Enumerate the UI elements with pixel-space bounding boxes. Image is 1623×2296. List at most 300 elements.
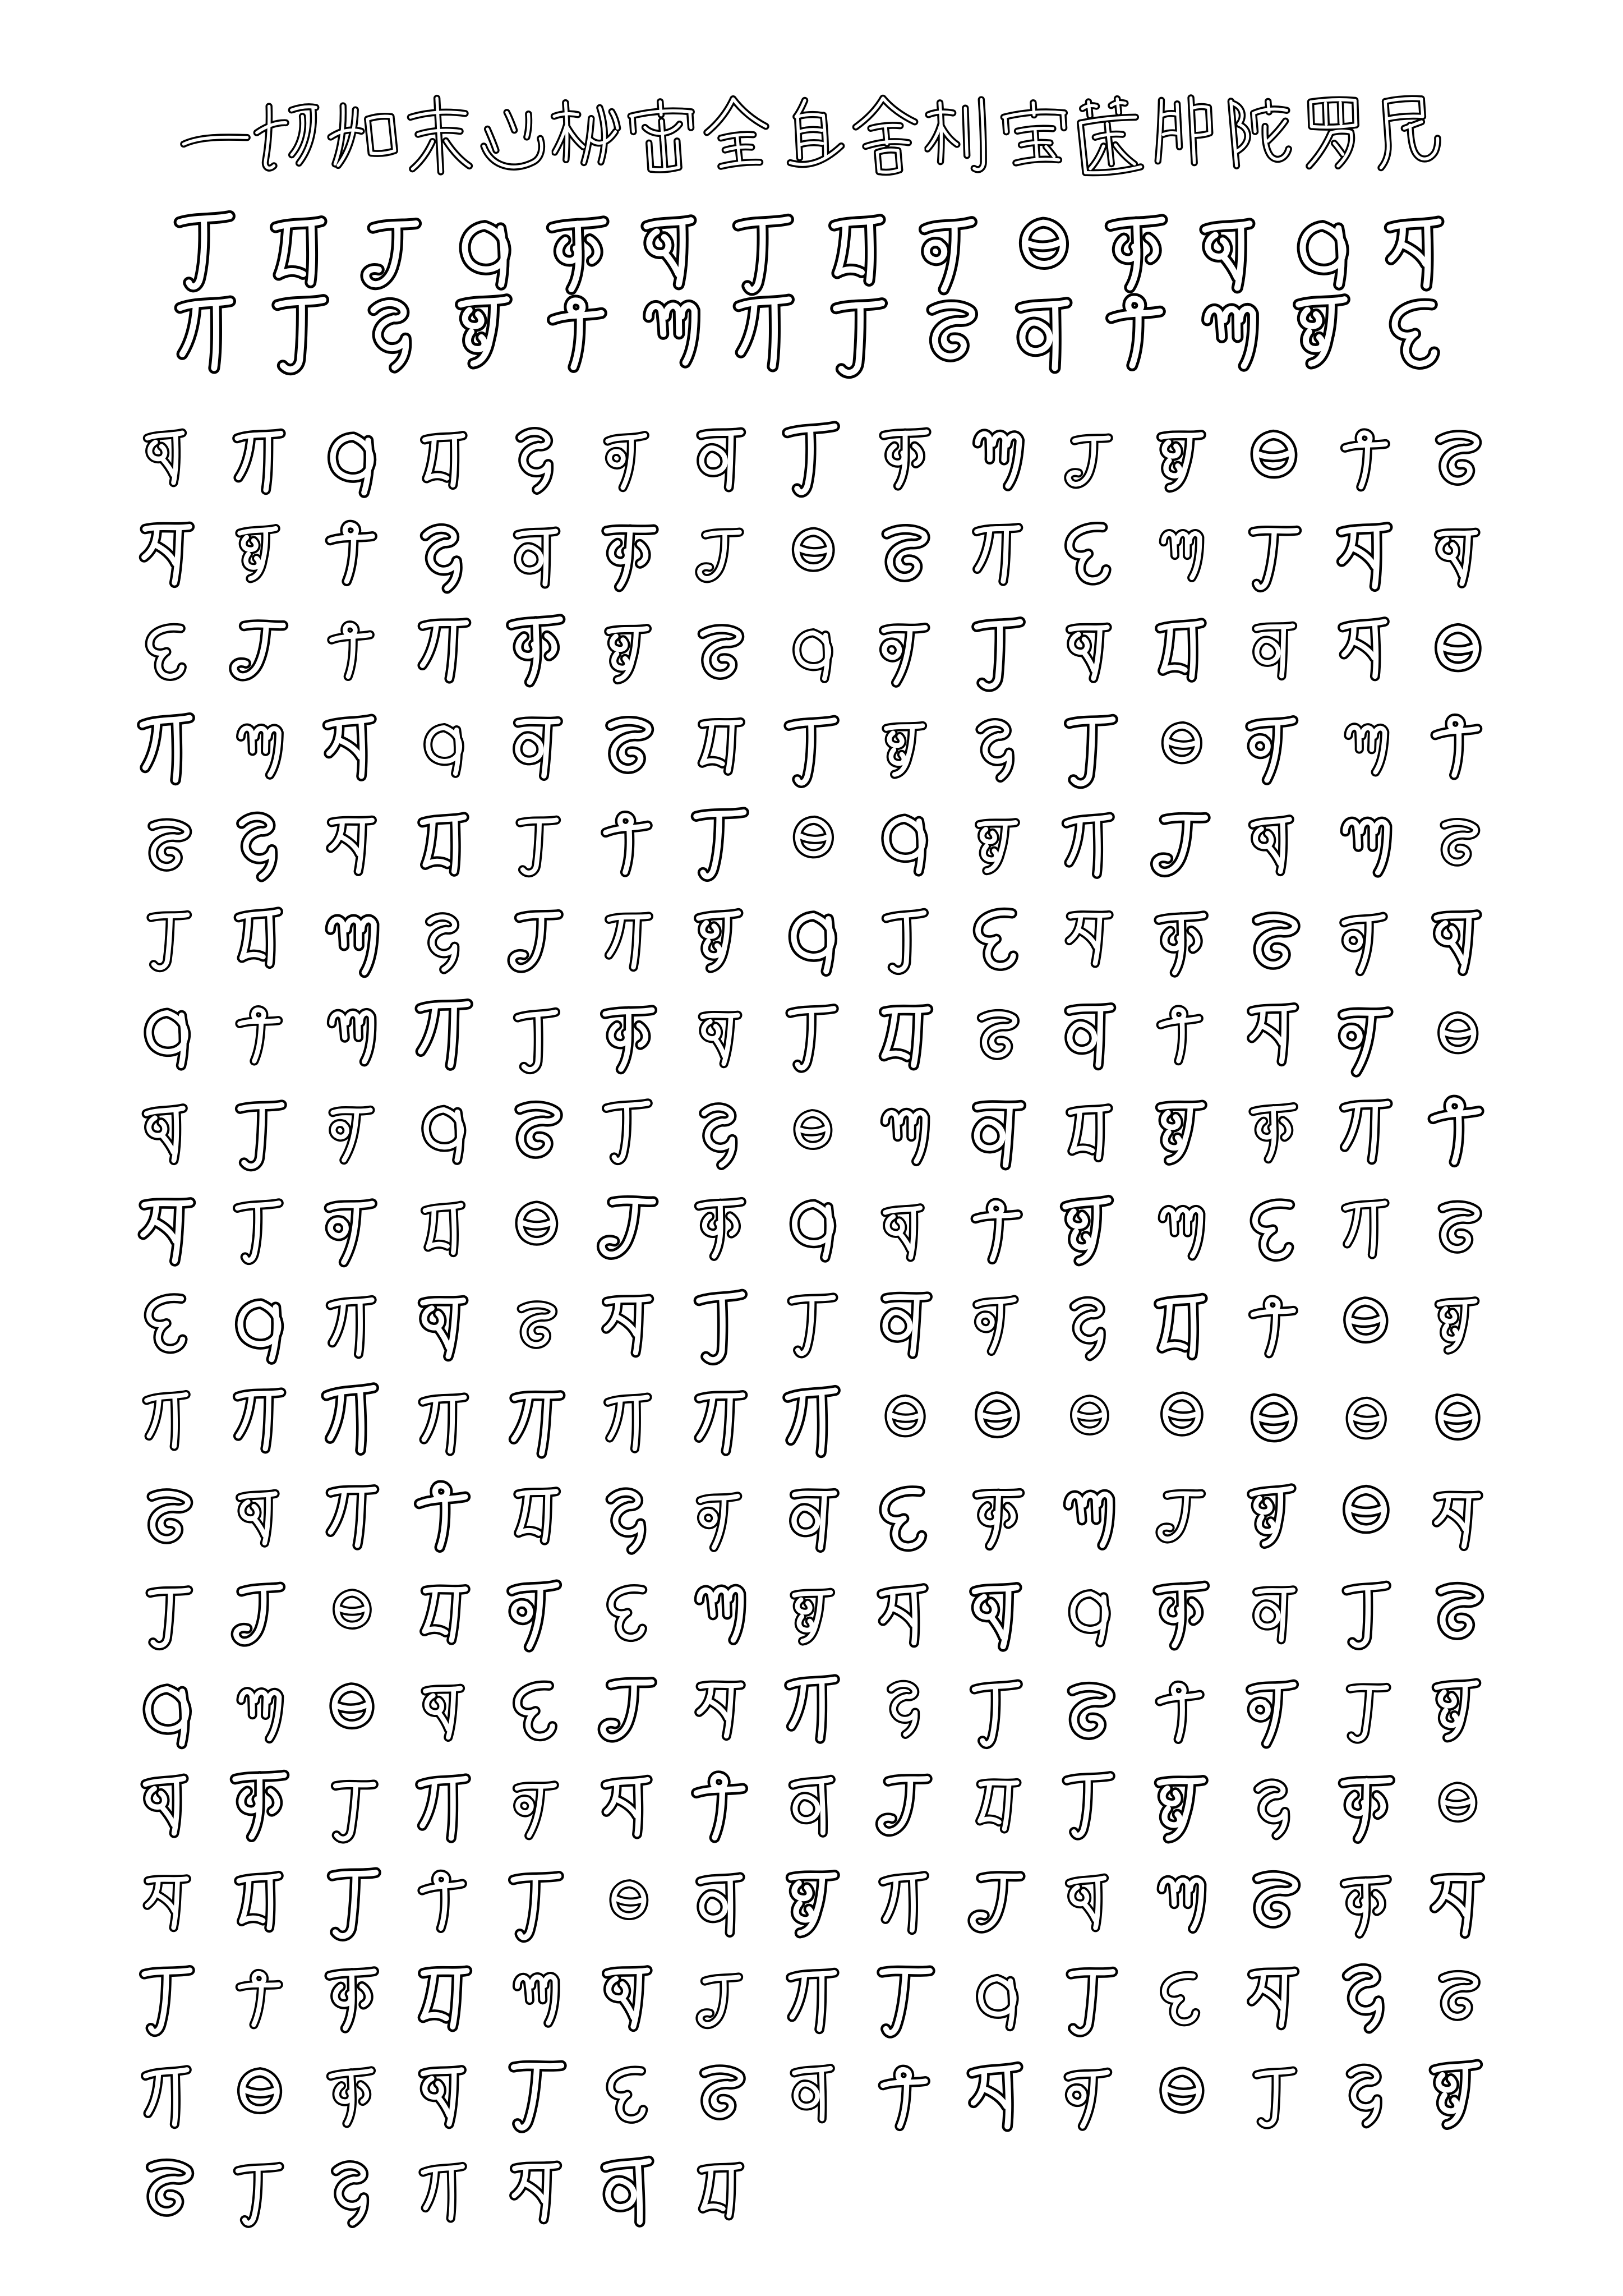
siddham-glyph (1224, 1184, 1324, 1276)
siddham-glyph (1131, 1280, 1233, 1374)
glyph-svg (1425, 898, 1492, 984)
siddham-row (122, 700, 1505, 797)
glyph-svg (137, 1283, 199, 1364)
siddham-glyph (302, 702, 402, 794)
glyph-svg (778, 895, 848, 985)
glyph-svg (500, 2049, 573, 2141)
glyph-svg (139, 901, 197, 976)
siddham-glyph (863, 1193, 948, 1271)
glyph-svg (874, 899, 937, 979)
glyph-svg (320, 1475, 385, 1558)
siddham-glyph (1412, 1668, 1505, 1752)
siddham-glyph (578, 700, 679, 793)
glyph-svg (1337, 709, 1396, 785)
siddham-seed-glyph (1370, 292, 1464, 376)
glyph-svg (1334, 2054, 1399, 2137)
glyph-svg (133, 1474, 202, 1562)
siddham-glyph (1043, 1762, 1136, 1847)
glyph-svg (1239, 415, 1310, 506)
glyph-svg (322, 1094, 382, 1171)
siddham-glyph (209, 800, 310, 892)
glyph-svg (505, 999, 568, 1079)
siddham-glyph (949, 1858, 1046, 1947)
siddham-glyph (772, 615, 855, 691)
seed-glyph-svg (1101, 284, 1174, 380)
siddham-seed-glyph (997, 293, 1092, 377)
glyph-svg (687, 799, 755, 887)
siddham-glyph (491, 997, 582, 1082)
siddham-glyph (122, 1282, 214, 1365)
siddham-glyph (1230, 1286, 1318, 1367)
siddham-glyph (582, 1283, 675, 1368)
siddham-glyph (119, 992, 216, 1080)
glyph-svg (870, 1280, 940, 1368)
glyph-svg (874, 2057, 937, 2139)
siddham-glyph (677, 1187, 766, 1268)
glyph-svg (594, 1476, 663, 1565)
glyph-svg (1338, 1191, 1395, 1266)
glyph-svg (132, 1186, 203, 1277)
siddham-glyph (1409, 413, 1509, 505)
glyph-svg (783, 1286, 843, 1363)
seed-glyph-svg (915, 284, 988, 381)
title-char-glyph (472, 88, 554, 191)
siddham-glyph (1314, 991, 1418, 1087)
glyph-svg (778, 1858, 849, 1949)
glyph-svg (414, 1386, 474, 1463)
glyph-svg (963, 607, 1032, 697)
title-char-glyph (1145, 87, 1224, 187)
glyph-svg (961, 2051, 1034, 2143)
glyph-svg (1058, 1764, 1121, 1846)
siddham-glyph (1417, 1288, 1500, 1364)
siddham-glyph (1415, 1957, 1502, 2037)
glyph-svg (599, 903, 658, 979)
siddham-glyph (767, 995, 859, 1080)
glyph-svg (781, 996, 845, 1078)
glyph-svg (139, 1383, 197, 1458)
glyph-svg (134, 511, 202, 598)
siddham-glyph (859, 2055, 952, 2140)
glyph-svg (965, 896, 1030, 981)
siddham-seed-glyph (1276, 209, 1372, 295)
siddham-glyph (306, 511, 398, 596)
siddham-glyph (1139, 1959, 1225, 2038)
glyph-svg (1057, 993, 1123, 1079)
glyph-svg (504, 1668, 570, 1752)
siddham-glyph (1229, 803, 1320, 887)
siddham-glyph (489, 1862, 584, 1949)
glyph-svg (1245, 2058, 1303, 2133)
siddham-glyph (1415, 804, 1502, 884)
title-char (845, 83, 929, 201)
siddham-glyph (761, 410, 865, 506)
glyph-svg (965, 707, 1031, 792)
glyph-svg (231, 1480, 289, 1555)
title-char-glyph (550, 90, 627, 190)
siddham-seed-glyph (1369, 211, 1465, 297)
siddham-row (122, 1277, 1505, 1374)
siddham-glyph (1409, 1860, 1507, 1950)
siddham-glyph (1229, 993, 1320, 1076)
glyph-svg (1427, 517, 1490, 597)
siddham-glyph (118, 1472, 218, 1564)
glyph-svg (966, 1479, 1029, 1558)
title-char-glyph (695, 89, 779, 193)
siddham-row (122, 604, 1505, 700)
siddham-glyph (1224, 1378, 1325, 1470)
siddham-glyph (672, 1091, 769, 1180)
siddham-seed-glyph (903, 210, 999, 296)
glyph-svg (227, 2054, 293, 2139)
siddham-glyph (1046, 2057, 1133, 2137)
glyph-svg (501, 604, 572, 695)
siddham-glyph (403, 710, 486, 785)
glyph-svg (411, 802, 478, 889)
siddham-glyph (1319, 1570, 1413, 1657)
glyph-svg (875, 1382, 935, 1461)
siddham-glyph (487, 1378, 587, 1470)
glyph-svg (1336, 1866, 1396, 1945)
siddham-glyph (769, 1285, 856, 1364)
siddham-glyph (579, 1665, 679, 1756)
glyph-svg (779, 707, 847, 794)
seed-glyph-svg (542, 286, 616, 382)
glyph-svg (1242, 1957, 1306, 2039)
siddham-glyph (1223, 413, 1325, 508)
glyph-svg (320, 993, 385, 1076)
siddham-glyph (1232, 611, 1316, 689)
siddham-glyph (768, 1959, 859, 2043)
glyph-svg (410, 990, 479, 1079)
siddham-glyph (863, 711, 947, 789)
siddham-glyph (577, 1180, 681, 1276)
siddham-glyph (1048, 423, 1132, 500)
glyph-svg (965, 1671, 1030, 1754)
glyph-svg (228, 1861, 293, 1944)
glyph-svg (1146, 1282, 1217, 1373)
siddham-header-row-2 (160, 292, 1463, 374)
glyph-svg (135, 1763, 201, 1847)
siddham-glyph (216, 708, 305, 789)
glyph-svg (872, 799, 939, 885)
glyph-svg (505, 1958, 568, 2038)
glyph-svg (1149, 1378, 1215, 1462)
glyph-svg (969, 1286, 1026, 1361)
glyph-svg (1059, 611, 1121, 691)
title-char-glyph (846, 91, 928, 194)
siddham-row (122, 1855, 1505, 1952)
glyph-svg (414, 1191, 475, 1267)
glyph-svg (1241, 1474, 1307, 1558)
siddham-glyph (1045, 1093, 1134, 1174)
glyph-svg (413, 1861, 476, 1941)
glyph-svg (593, 1182, 665, 1274)
siddham-glyph (1136, 900, 1228, 985)
glyph-svg (598, 1573, 660, 1653)
glyph-svg (1150, 1672, 1214, 1752)
glyph-svg (508, 807, 565, 882)
title-char (399, 81, 479, 197)
siddham-glyph (1040, 508, 1140, 600)
glyph-svg (408, 512, 481, 604)
glyph-svg (1331, 513, 1401, 602)
glyph-svg (872, 610, 938, 694)
siddham-seed-glyph (1183, 293, 1278, 376)
siddham-glyph (1324, 1190, 1408, 1268)
title-char (1217, 79, 1301, 197)
siddham-row (122, 2047, 1505, 2144)
glyph-svg (504, 705, 570, 789)
siddham-seed-glyph (1090, 210, 1186, 295)
siddham-glyph (1232, 1575, 1317, 1653)
title-char-glyph (1368, 88, 1449, 190)
glyph-svg (1334, 1572, 1399, 1655)
glyph-svg (1153, 1480, 1211, 1554)
siddham-glyph (860, 1862, 950, 1944)
glyph-svg (1150, 708, 1214, 788)
glyph-svg (1056, 705, 1124, 793)
siddham-glyph (579, 510, 679, 602)
glyph-svg (686, 610, 756, 698)
siddham-row (122, 1085, 1505, 1181)
glyph-svg (1424, 415, 1493, 503)
siddham-glyph (1412, 703, 1506, 790)
glyph-svg (502, 1379, 571, 1467)
glyph-svg (1335, 1384, 1398, 1464)
siddham-glyph (401, 1384, 488, 1464)
siddham-glyph (953, 1477, 1043, 1559)
glyph-svg (1330, 1952, 1403, 2044)
glyph-svg (685, 1279, 757, 1371)
glyph-svg (132, 2144, 204, 2236)
siddham-glyph (948, 1570, 1048, 1661)
siddham-glyph (393, 1469, 496, 1563)
glyph-svg (409, 1471, 479, 1562)
siddham-glyph (394, 988, 495, 1081)
glyph-svg (1061, 424, 1119, 499)
glyph-svg (689, 899, 754, 982)
glyph-svg (1239, 897, 1310, 988)
glyph-svg (411, 1766, 478, 1852)
glyph-svg (317, 704, 387, 792)
siddham-glyph (674, 1379, 768, 1466)
glyph-svg (963, 413, 1032, 501)
siddham-glyph (216, 1959, 303, 2040)
siddham-glyph (492, 1475, 581, 1556)
siddham-glyph (1141, 516, 1224, 591)
siddham-glyph (396, 1570, 492, 1658)
glyph-svg (1427, 1669, 1490, 1751)
siddham-row (122, 508, 1505, 604)
siddham-glyph (402, 2154, 487, 2232)
glyph-svg (226, 1760, 294, 1849)
glyph-svg (507, 1770, 566, 1846)
title-char-glyph (1295, 89, 1372, 188)
glyph-svg (598, 2055, 659, 2134)
siddham-seed-glyph (1183, 212, 1279, 297)
glyph-svg (1332, 1471, 1400, 1560)
siddham-glyph (953, 1959, 1042, 2040)
siddham-glyph (1040, 1954, 1138, 2045)
siddham-glyph (857, 1572, 953, 1660)
glyph-svg (1151, 1861, 1213, 1942)
glyph-svg (1059, 900, 1120, 977)
siddham-glyph (1038, 1182, 1142, 1278)
glyph-svg (1147, 2052, 1217, 2140)
siddham-glyph (954, 1765, 1041, 1846)
siddham-glyph (395, 800, 494, 890)
glyph-svg (967, 1961, 1028, 2039)
siddham-glyph (1227, 1668, 1322, 1755)
glyph-svg (1426, 1186, 1491, 1269)
glyph-svg (230, 516, 289, 592)
glyph-svg (137, 419, 198, 495)
glyph-svg (1336, 421, 1396, 499)
siddham-glyph (670, 1761, 771, 1853)
siddham-glyph (579, 1474, 679, 1566)
siddham-glyph (766, 512, 860, 599)
siddham-row (122, 1759, 1505, 1855)
siddham-glyph (217, 514, 303, 593)
siddham-glyph (213, 1089, 308, 1176)
glyph-svg (1241, 705, 1308, 790)
glyph-svg (1334, 802, 1399, 887)
glyph-svg (411, 1283, 478, 1370)
siddham-glyph (948, 411, 1048, 503)
glyph-svg (317, 1857, 387, 1947)
glyph-svg (229, 2155, 290, 2234)
siddham-glyph (303, 1667, 401, 1757)
glyph-svg (415, 2155, 474, 2231)
siddham-glyph (1415, 1768, 1502, 1848)
siddham-glyph (863, 1669, 948, 1747)
siddham-glyph (1040, 1473, 1138, 1563)
glyph-svg (1152, 997, 1212, 1073)
siddham-glyph (853, 1953, 957, 2049)
siddham-glyph (577, 2144, 681, 2240)
glyph-svg (1428, 806, 1489, 882)
siddham-seed-glyph (439, 290, 533, 374)
siddham-glyph (768, 1764, 859, 1848)
glyph-svg (598, 615, 659, 693)
siddham-glyph (309, 1093, 396, 1173)
siddham-glyph (946, 2049, 1050, 2145)
glyph-svg (1336, 1672, 1396, 1749)
siddham-glyph (677, 998, 764, 1078)
glyph-svg (966, 997, 1029, 1076)
siddham-glyph (674, 898, 768, 984)
siddham-glyph (1232, 1093, 1317, 1171)
siddham-glyph (1314, 1950, 1418, 2046)
glyph-svg (692, 519, 750, 593)
siddham-glyph (1132, 2050, 1232, 2142)
glyph-svg (594, 513, 663, 601)
glyph-svg (963, 1571, 1031, 1660)
glyph-svg (1062, 1383, 1118, 1457)
glyph-svg (1148, 1089, 1216, 1176)
glyph-svg (1330, 993, 1403, 1085)
siddham-seed-glyph (252, 210, 348, 295)
siddham-glyph (305, 1474, 399, 1560)
siddham-glyph (763, 894, 864, 986)
siddham-glyph (486, 1567, 587, 1659)
glyph-svg (689, 1863, 753, 1945)
siddham-glyph (307, 1767, 398, 1851)
siddham-glyph (1319, 2052, 1413, 2138)
glyph-svg (1238, 1855, 1310, 1947)
glyph-svg (689, 418, 753, 500)
siddham-glyph (956, 1285, 1040, 1362)
siddham-seed-glyph (159, 293, 254, 377)
siddham-glyph (210, 1759, 310, 1850)
siddham-glyph (399, 2054, 490, 2138)
glyph-svg (966, 1190, 1029, 1272)
glyph-svg (230, 998, 289, 1074)
siddham-glyph (1232, 2057, 1316, 2134)
seed-glyph-svg (1008, 287, 1081, 383)
glyph-svg (781, 803, 845, 883)
glyph-svg (1244, 1094, 1303, 1170)
glyph-svg (1150, 420, 1215, 503)
glyph-svg (137, 2058, 199, 2137)
glyph-svg (686, 1762, 756, 1852)
siddham-seed-glyph (252, 291, 347, 374)
title-char (1294, 81, 1373, 196)
glyph-svg (781, 514, 846, 597)
siddham-glyph (672, 1567, 770, 1657)
glyph-svg (1056, 1474, 1124, 1561)
siddham-seed-glyph (159, 208, 255, 293)
glyph-svg (689, 1669, 753, 1750)
siddham-glyph (766, 1475, 861, 1563)
glyph-svg (967, 515, 1028, 593)
siddham-glyph (398, 1089, 491, 1174)
seed-glyph-svg (356, 286, 430, 383)
siddham-glyph (125, 417, 211, 498)
siddham-glyph (1136, 706, 1228, 790)
siddham-seed-glyph (345, 293, 440, 376)
siddham-glyph (1040, 703, 1140, 794)
siddham-glyph (302, 1855, 403, 1948)
siddham-glyph (1223, 895, 1325, 990)
siddham-glyph (210, 1569, 310, 1661)
glyph-svg (1149, 1571, 1215, 1657)
siddham-glyph (762, 1857, 864, 1951)
siddham-glyph (215, 1671, 305, 1754)
glyph-svg (1243, 994, 1305, 1075)
siddham-glyph (303, 2148, 401, 2239)
glyph-svg (320, 1958, 384, 2040)
siddham-glyph (585, 1865, 672, 1945)
siddham-glyph (1133, 1570, 1230, 1659)
glyph-svg (691, 1000, 751, 1076)
title-char (471, 80, 555, 199)
siddham-glyph (582, 1764, 676, 1851)
seed-glyph-svg (1007, 201, 1082, 299)
glyph-svg (409, 1953, 479, 2044)
glyph-svg (507, 1289, 566, 1364)
title-char (621, 82, 704, 199)
glyph-svg (138, 613, 197, 691)
siddham-glyph (671, 608, 771, 700)
glyph-svg (596, 1954, 662, 2040)
glyph-svg (1424, 610, 1492, 698)
seed-glyph-svg (728, 285, 802, 381)
seed-glyph-svg (820, 202, 896, 300)
glyph-svg (780, 1477, 846, 1561)
glyph-svg (318, 1668, 386, 1755)
